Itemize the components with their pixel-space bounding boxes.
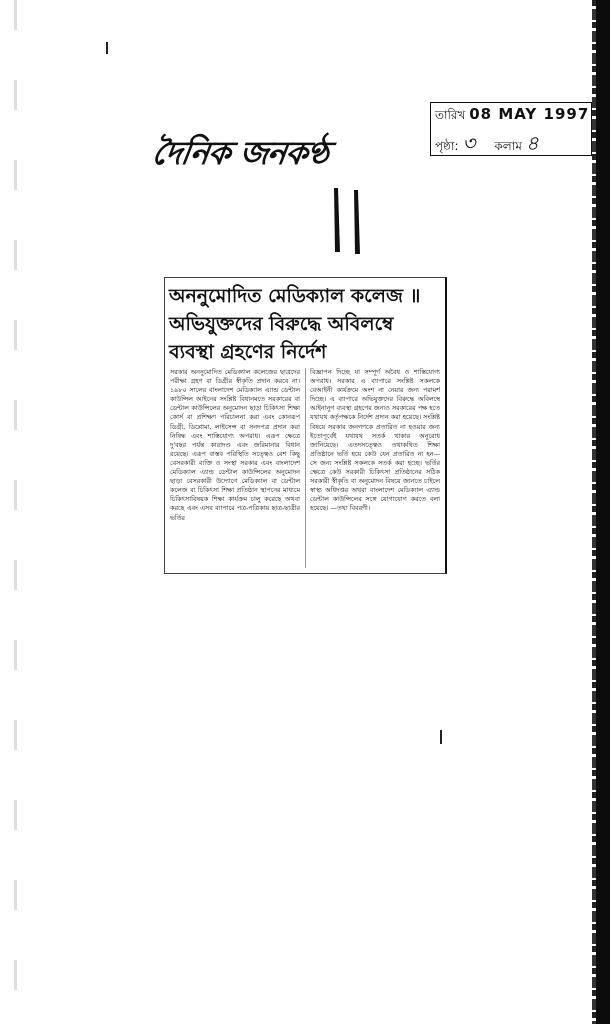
stamp-page-value: ৩ bbox=[462, 131, 476, 155]
article-column-left: সরকার অননুমোদিত মেডিক্যাল কলেজের ছাত্রদের পরীক্ষা গ্রহণ বা ডিগ্রীর স্বীকৃতি প্রদান করবে না। ১৯৮০ সালের বাংলাদেশ মেডিক্যাল এ্যান্ড ডেন্টাল কাউন্সিল আইনের সংশ্লিষ্ট বিধানমতে সরকারের বা ডেন্টাল কাউন্সিলের অনুমোদন ছাড়া চিকিৎসা শিক্ষা কোর্স বা প্রশিক্ষণ পরিচালনা করা এবং কোনরূপ ডিগ্রী, ডিপ্লোমা, লাইসেন্স বা সনদপত্র প্রদান করা নিষিদ্ধ এবং শাস্তিযোগ্য অপরাধ। এরূপ ক্ষেত্রে দু'বছর পর্যন্ত কারাদণ্ড এবং জরিমানার বিধান রয়েছে। এরূপ বাস্তব পরিস্থিতি সত্ত্বেও বেশ কিছু বেসরকারী ব্যক্তি ও সংস্থা সরকার এবং বাংলাদেশ মেডিক্যাল এ্যান্ড ডেন্টাল কাউন্সিলের অনুমোদন ছাড়া বেসরকারী উদ্যোগে মেডিক্যাল বা ডেন্টাল কলেজ বা চিকিৎসা শিক্ষা প্রতিষ্ঠান স্থাপনের মাধ্যমে চিকিৎসাবিষয়ক শিক্ষা কার্যক্রম চালু করেছে অথবা করছে এবং এসব ব্যাপারে পত্র-পত্রিকায় ছাত্র-ছাত্রীর ভর্তির bbox=[170, 368, 300, 522]
scan-right-edge-texture bbox=[592, 0, 596, 1024]
scan-speck bbox=[440, 730, 442, 744]
article-column-right: বিজ্ঞাপন দিচ্ছে যা সম্পূর্ণ অবৈধ ও শাস্তিযোগ্য অপরাধ। সরকার এ ব্যাপারে সংশ্লিষ্ট সকলকে বেআইনী কার্যক্রমে অংশ না নেয়ার জন্য পরামর্শ দিচ্ছে। এ ব্যাপারে অভিযুক্তদের বিরুদ্ধে অবিলম্বে আইনানুগ ব্যবস্থা গ্রহণের জন্যও সরকারের পক্ষ হতে যথাযথ কর্তৃপক্ষকে নির্দেশ প্রদান করা হয়েছে। সংশ্লিষ্ট বিষয়ে সরকার জনগণকে প্রতারিত না হওয়ার জন্য ইতোপূর্বেই যথাযথ সতর্ক থাকার অনুরোধ জানিয়েছে। এতদসত্ত্বেও তথাকথিত শিক্ষা প্রতিষ্ঠানে ভর্তি হয়ে কেউ যেন প্রতারিত না হন— সে জন্য সংশ্লিষ্ট সকলকে সতর্ক করা হচ্ছে। ভর্তির ক্ষেত্রে কেউ সরকারী চিকিৎসা প্রতিষ্ঠানের সঠিক সরকারী স্বীকৃতি বা অনুমোদন বিষয়ে জানতে চাইলে স্বাস্থ্য অধিদপ্তর অথবা বাংলাদেশ মেডিক্যাল এ্যান্ড ডেন্টাল কাউন্সিলের সঙ্গে যোগাযোগ করতে বলা হয়েছে। —তথ্য বিবরণী। bbox=[310, 368, 440, 513]
newspaper-masthead: দৈনিক জনকণ্ঠ bbox=[149, 134, 331, 172]
stamp-page-label: পৃষ্ঠা bbox=[435, 139, 455, 153]
stamp-column-label: কলাম bbox=[494, 139, 522, 153]
scan-left-edge bbox=[14, 0, 17, 1024]
ink-mark bbox=[322, 182, 382, 262]
stamp-column-value: ৪ bbox=[525, 131, 539, 155]
article-headline: অননুমোদিত মেডিক্যাল কলেজ ॥ অভিযুক্তদের বিরুদ্ধে অবিলম্বে ব্যবস্থা গ্রহণের নির্দেশ bbox=[169, 285, 421, 363]
article-body bbox=[170, 368, 440, 568]
scan-speck bbox=[106, 42, 108, 54]
news-clipping bbox=[164, 277, 447, 574]
stamp-date-label: তারিখ bbox=[435, 108, 466, 122]
stamp-date-value: 08 MAY 1997 bbox=[469, 105, 590, 123]
column-divider bbox=[305, 368, 306, 568]
archive-stamp: তারিখ 08 MAY 1997 পৃষ্ঠা: ৩ কলাম ৪ bbox=[430, 102, 592, 156]
